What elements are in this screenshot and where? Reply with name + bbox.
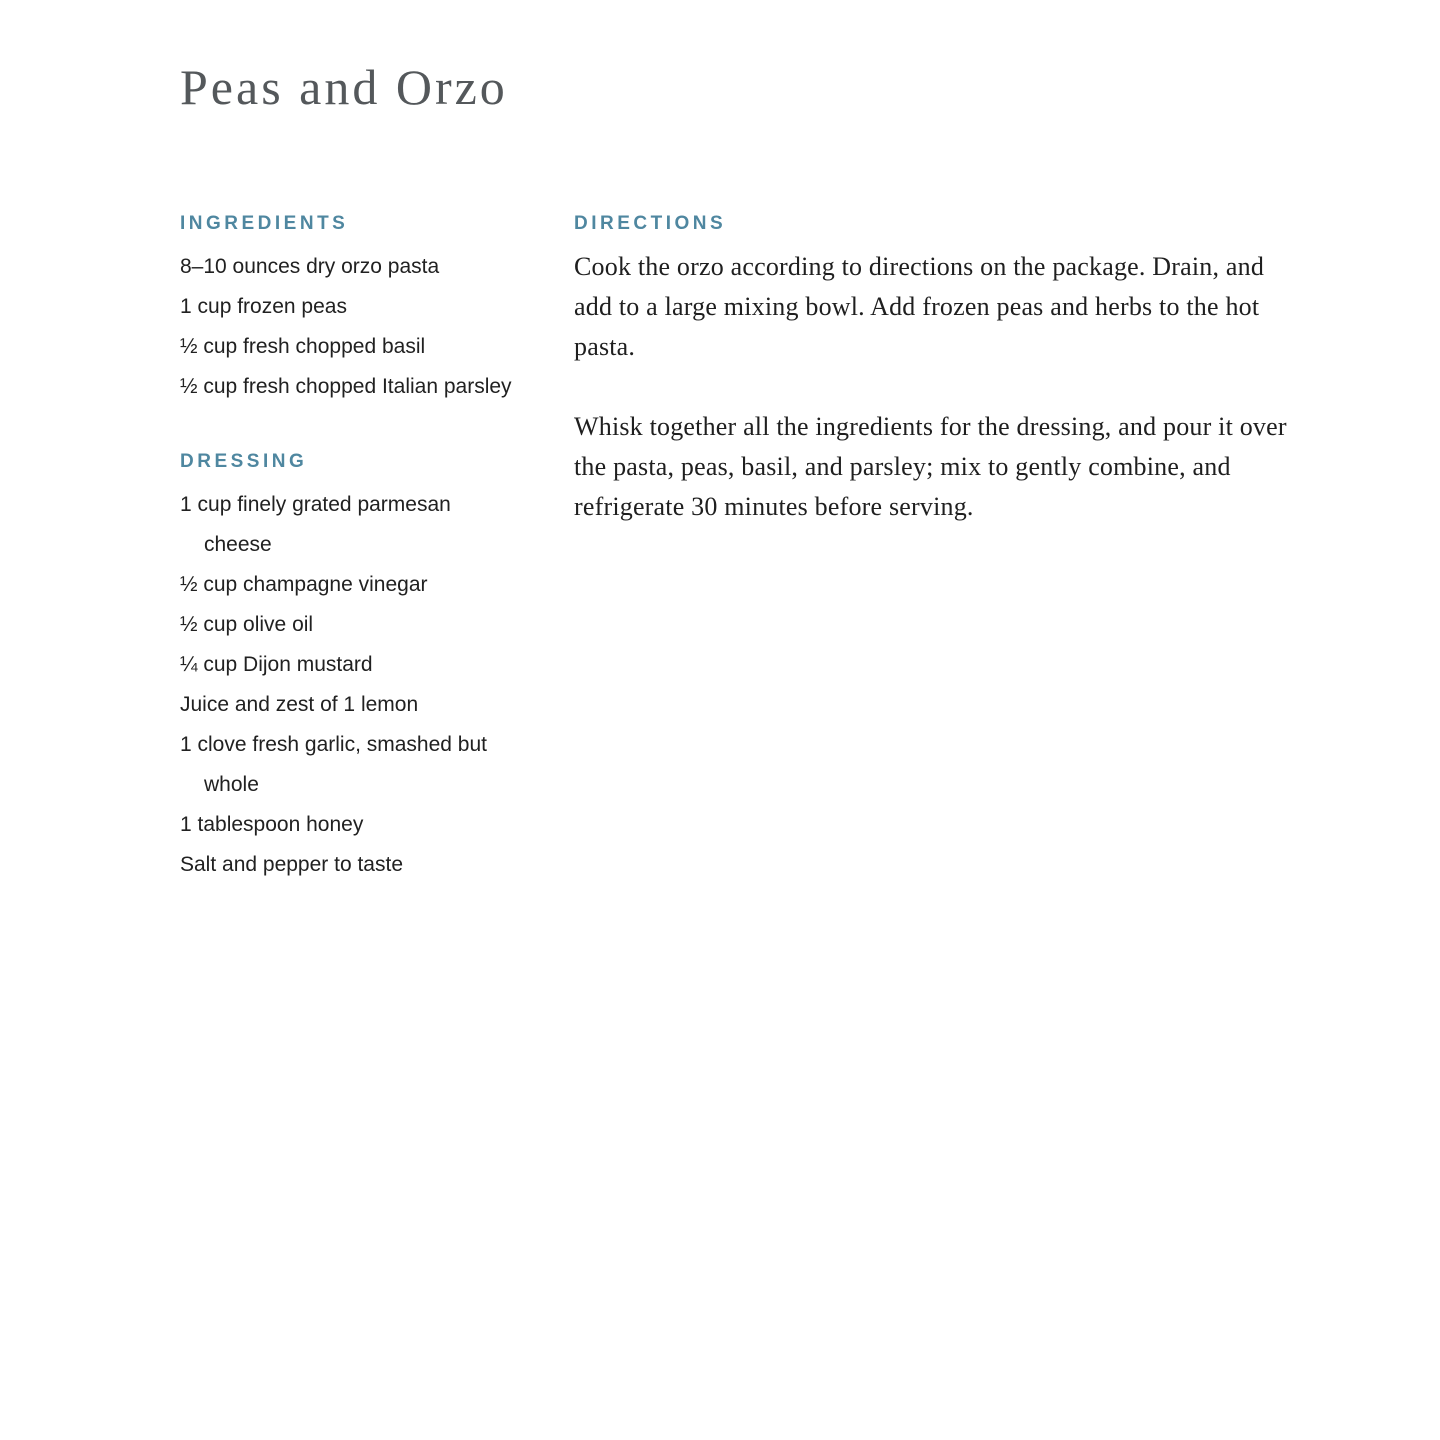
dressing-item: ¼ cup Dijon mustard <box>180 652 373 676</box>
dressing-item: Salt and pepper to taste <box>180 852 403 876</box>
dressing-heading: DRESSING <box>180 450 308 472</box>
directions-paragraph: Whisk together all the ingredients for the dressing, and pour it over the pasta, peas, basil, and parsley; mix to gently combine, and refrigerate 30 minutes before serving. <box>574 411 1287 521</box>
recipe-title: Peas and Orzo <box>180 59 508 115</box>
directions-column <box>574 213 1290 885</box>
dressing-item: 1 clove fresh garlic, smashed but whole <box>180 732 487 796</box>
dressing-item: Juice and zest of 1 lemon <box>180 692 419 716</box>
ingredient-item: ½ cup fresh chopped Italian parsley <box>180 374 512 398</box>
ingredient-item: 1 cup frozen peas <box>180 294 347 318</box>
ingredients-column <box>180 213 514 885</box>
recipe-columns <box>180 213 1290 885</box>
ingredients-section <box>180 213 514 407</box>
ingredient-item: ½ cup fresh chopped basil <box>180 334 426 358</box>
directions-heading: DIRECTIONS <box>574 212 727 234</box>
dressing-list <box>180 485 514 885</box>
directions-paragraphs <box>574 247 1290 527</box>
ingredient-item: 8–10 ounces dry orzo pasta <box>180 254 440 278</box>
dressing-item: ½ cup champagne vinegar <box>180 572 428 596</box>
dressing-item: ½ cup olive oil <box>180 612 314 636</box>
dressing-item: 1 tablespoon honey <box>180 812 364 836</box>
dressing-item: 1 cup finely grated parmesan cheese <box>180 492 451 556</box>
ingredients-list <box>180 247 514 407</box>
directions-paragraph: Cook the orzo according to directions on the package. Drain, and add to a large mixing bowl. Add frozen peas and herbs to the hot pasta. <box>574 251 1265 361</box>
ingredients-heading: INGREDIENTS <box>180 212 349 234</box>
dressing-section <box>180 451 514 885</box>
